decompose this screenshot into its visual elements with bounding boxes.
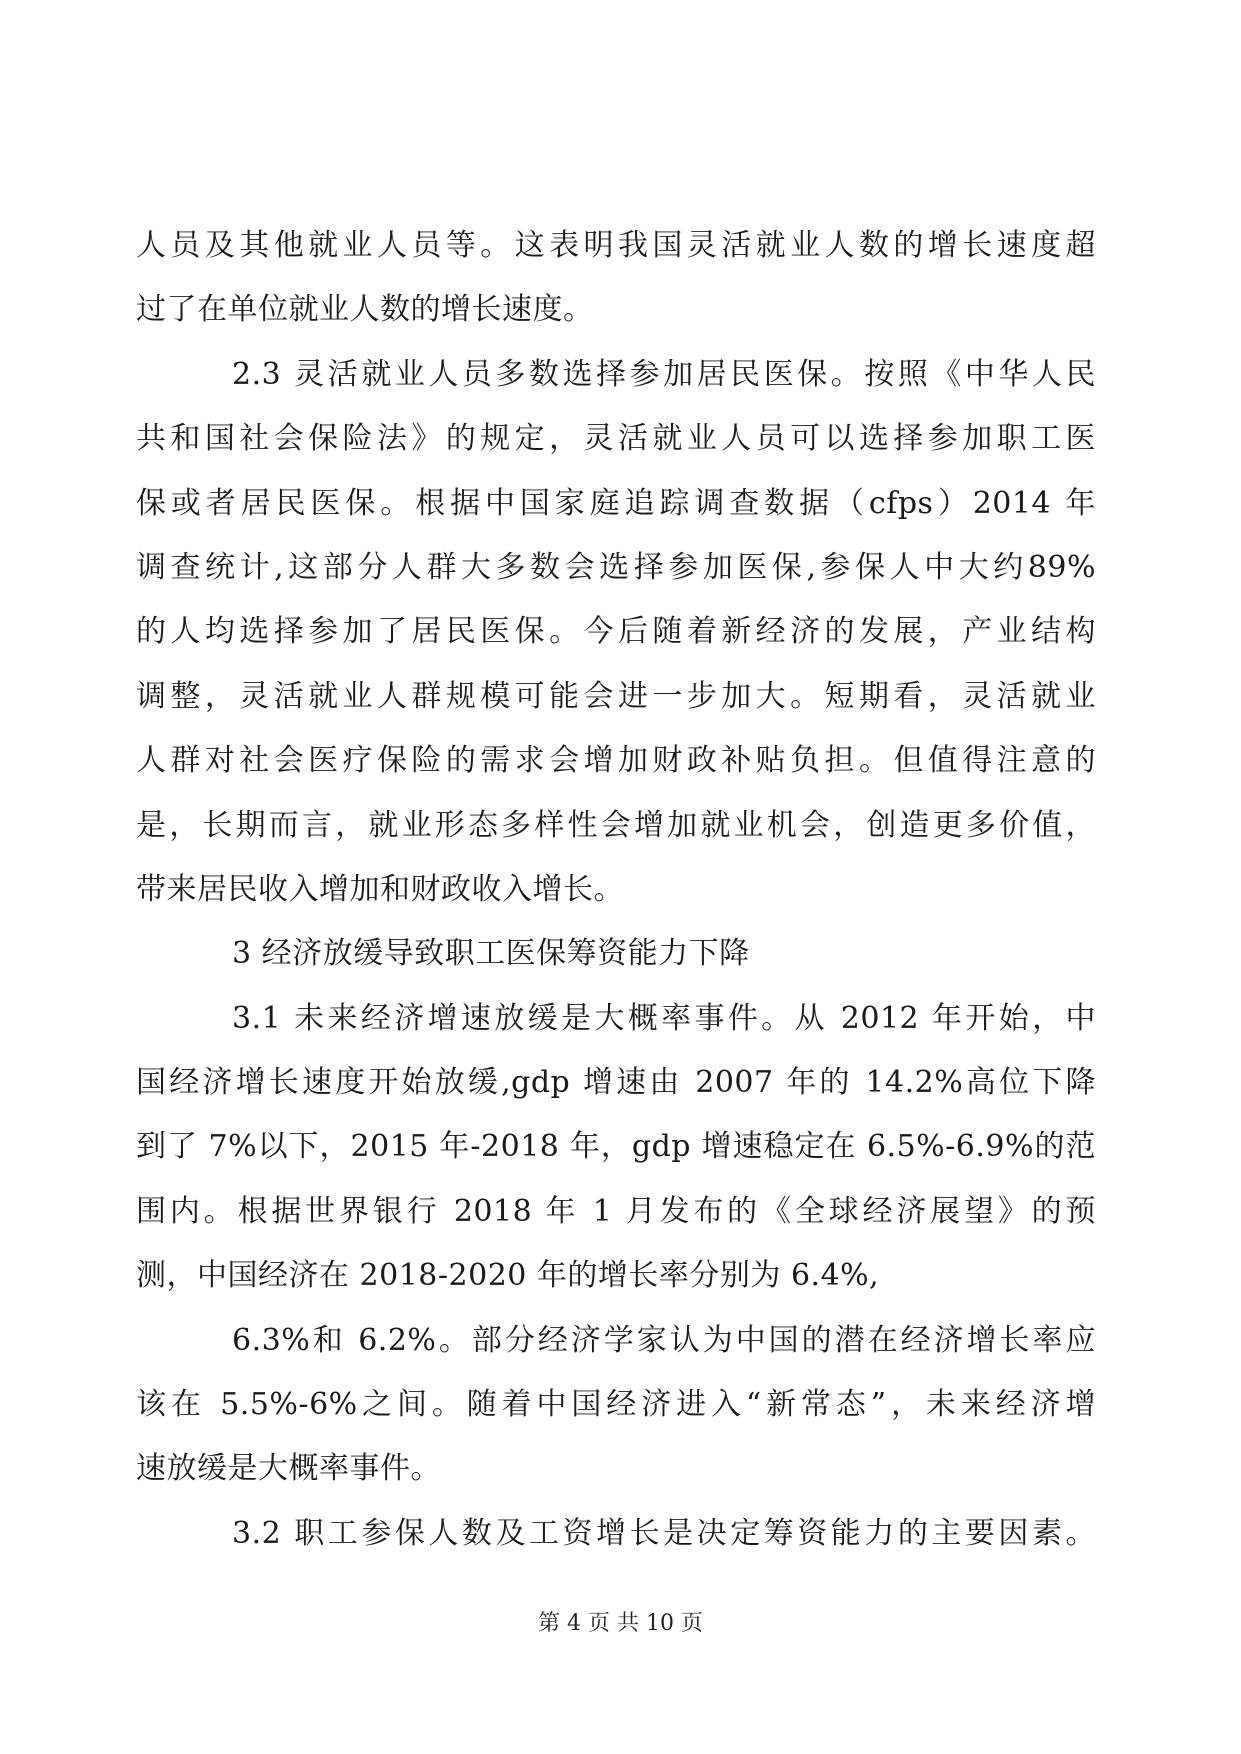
document-body: [136, 228, 1096, 1580]
text-line: 保或者居民医保。根据中国家庭追踪调查数据（cfps）2014 年: [136, 485, 1096, 521]
text-line: 3 经济放缓导致职工医保筹资能力下降: [232, 936, 750, 972]
text-line: 围内。根据世界银行 2018 年 1 月发布的《全球经济展望》的预: [136, 1193, 1096, 1229]
text-line: 带来居民收入增加和财政收入增长。: [136, 871, 624, 907]
text-line: 调查统计,这部分人群大多数会选择参加医保,参保人中大约89%: [136, 549, 1096, 585]
text-line: 该在 5.5%-6%之间。随着中国经济进入“新常态”，未来经济增: [136, 1387, 1096, 1423]
text-line: 到了 7%以下，2015 年-2018 年，gdp 增速稳定在 6.5%-6.9%的范: [136, 1129, 1096, 1165]
text-line: 的人均选择参加了居民医保。今后随着新经济的发展，产业结构: [136, 614, 1096, 650]
text-line: 2.3 灵活就业人员多数选择参加居民医保。按照《中华人民: [232, 356, 1096, 392]
text-line: 3.2 职工参保人数及工资增长是决定筹资能力的主要因素。: [232, 1515, 1096, 1551]
text-line: 6.3%和 6.2%。部分经济学家认为中国的潜在经济增长率应: [232, 1322, 1096, 1358]
page-footer: 第 4 页 共 10 页: [538, 1611, 703, 1636]
text-line: 测，中国经济在 2018-2020 年的增长率分别为 6.4%,: [136, 1258, 880, 1294]
text-line: 是，长期而言，就业形态多样性会增加就业机会，创造更多价值，: [136, 807, 1096, 843]
text-line: 共和国社会保险法》的规定，灵活就业人员可以选择参加职工医: [136, 421, 1096, 457]
text-line: 人员及其他就业人员等。这表明我国灵活就业人数的增长速度超: [136, 228, 1096, 263]
text-line: 过了在单位就业人数的增长速度。: [136, 292, 594, 328]
text-line: 国经济增长速度开始放缓,gdp 增速由 2007 年的 14.2%高位下降: [136, 1065, 1096, 1101]
text-line: 人群对社会医疗保险的需求会增加财政补贴负担。但值得注意的: [136, 743, 1096, 779]
text-line: 速放缓是大概率事件。: [136, 1451, 441, 1487]
text-line: 3.1 未来经济增速放缓是大概率事件。从 2012 年开始，中: [232, 1000, 1096, 1036]
text-line: 调整，灵活就业人群规模可能会进一步加大。短期看，灵活就业: [136, 678, 1096, 714]
